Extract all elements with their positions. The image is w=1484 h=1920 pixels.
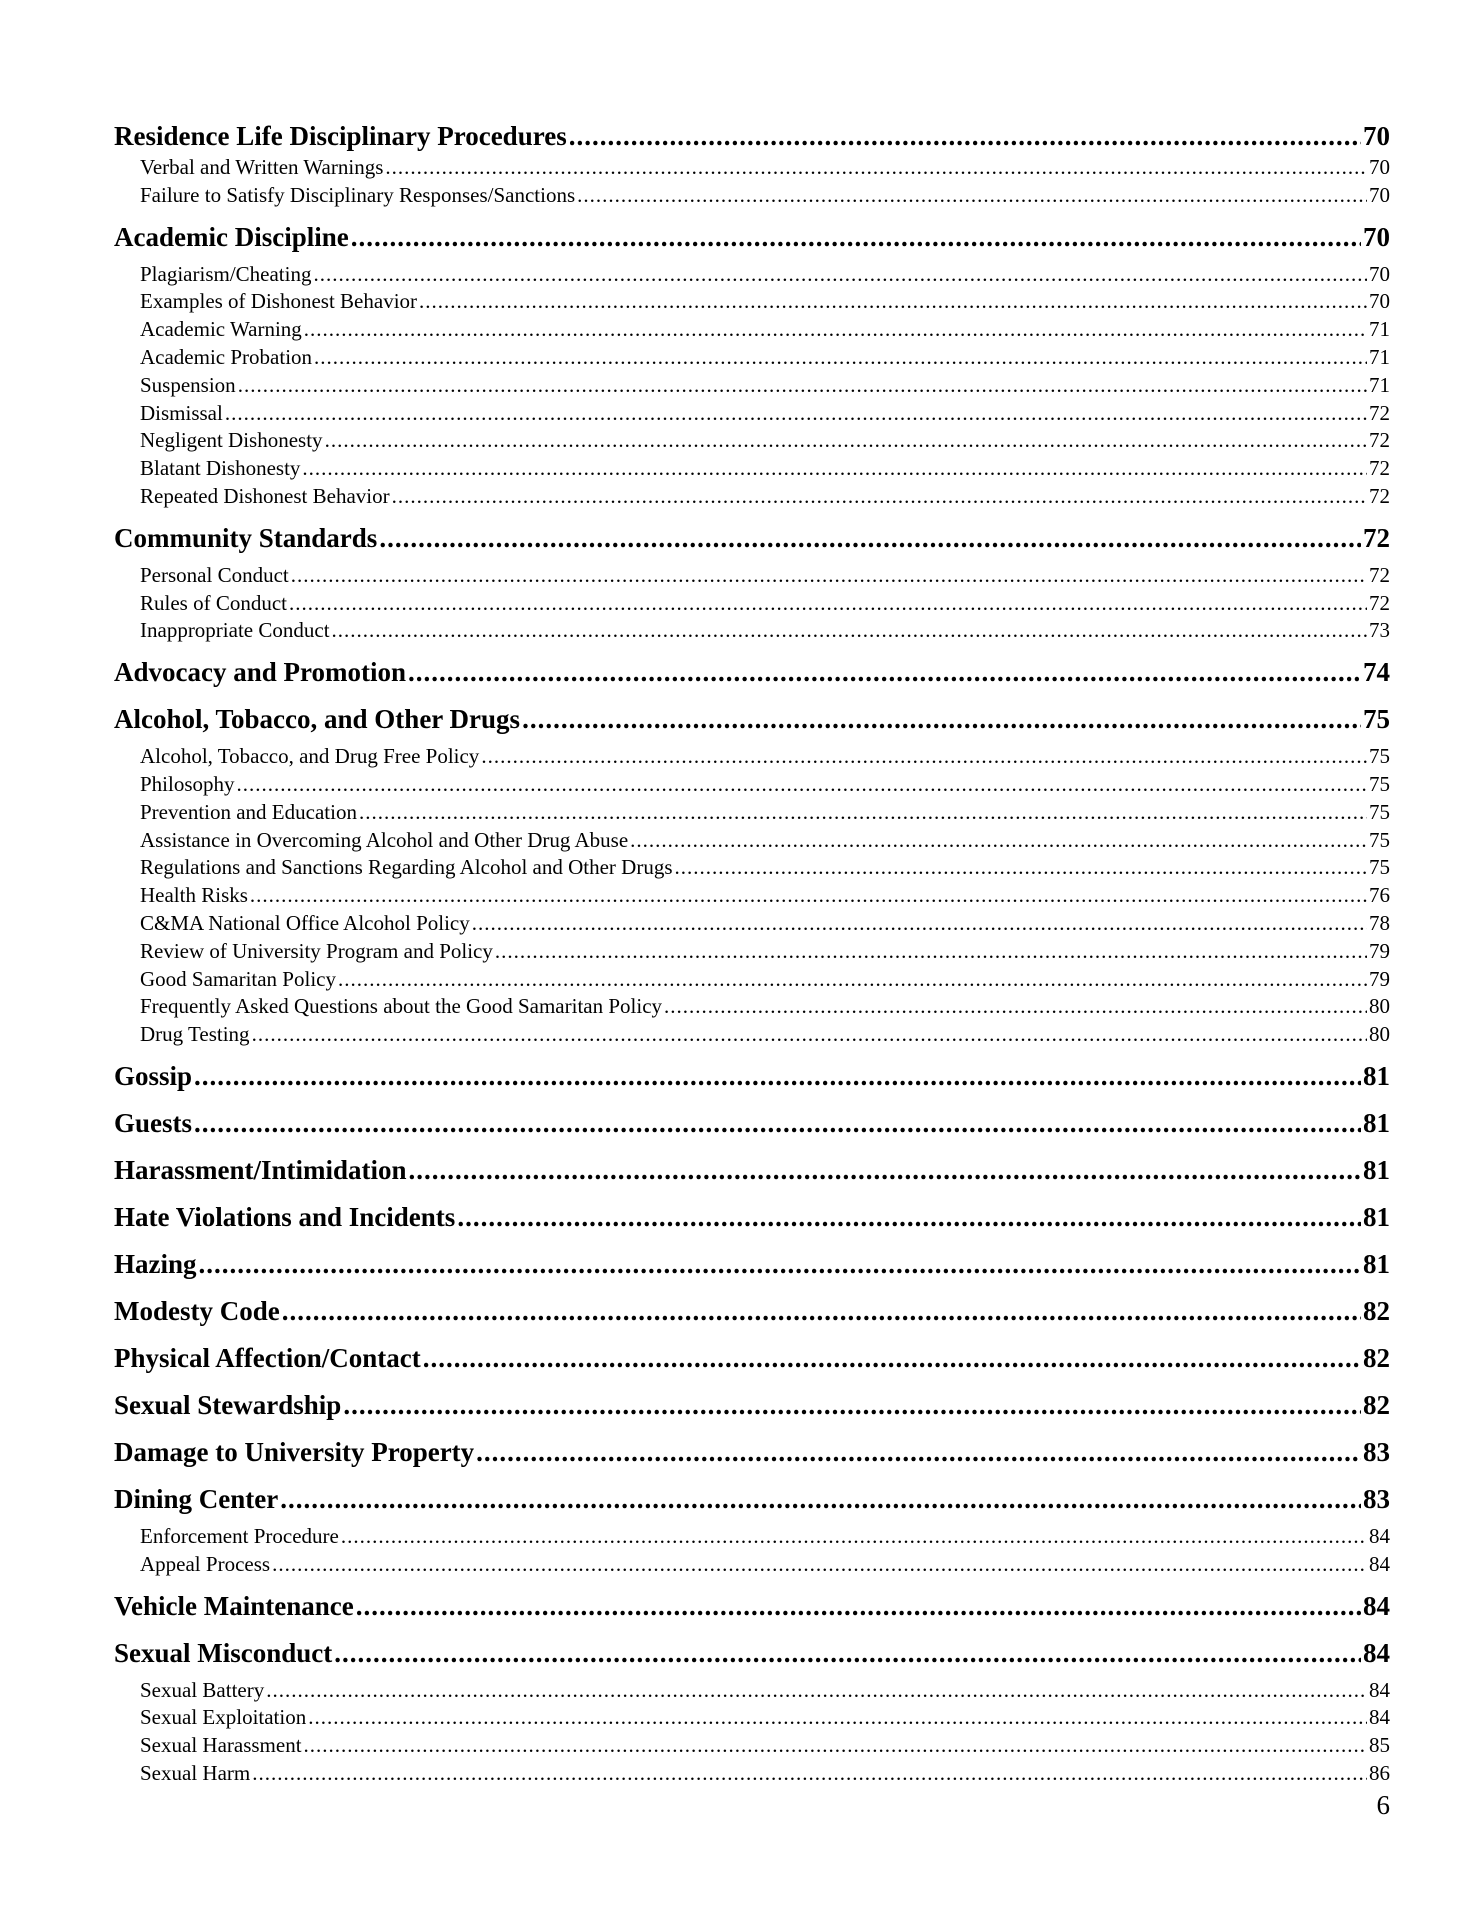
toc-subsection-entry[interactable]: [114, 1551, 1390, 1579]
toc-section-entry[interactable]: [114, 118, 1390, 154]
toc-section-entry[interactable]: [114, 1288, 1390, 1335]
toc-section-entry[interactable]: [114, 1382, 1390, 1429]
toc-section-page: 84: [1363, 1637, 1390, 1668]
toc-section-entry[interactable]: [114, 1630, 1390, 1677]
dot-leader: [379, 515, 1361, 562]
toc-subsection-entry[interactable]: [114, 827, 1390, 855]
toc-subsection-page: 71: [1369, 372, 1390, 397]
toc-section-page: 70: [1363, 121, 1390, 151]
toc-section-entry[interactable]: [114, 1194, 1390, 1241]
toc-subsection-entry[interactable]: [114, 993, 1390, 1021]
toc-subsection-entry[interactable]: [114, 455, 1390, 483]
toc-subsection-title: Repeated Dishonest Behavior: [140, 483, 390, 508]
toc-subsection-title: Blatant Dishonesty: [140, 456, 301, 481]
page-number: 6: [1376, 1790, 1390, 1820]
toc-subsection-entry[interactable]: [114, 288, 1390, 316]
toc-section-title: Physical Affection/Contact: [114, 1342, 421, 1373]
toc-subsection-entry[interactable]: [114, 400, 1390, 428]
toc-subsection-page: 84: [1369, 1523, 1390, 1548]
toc-section-title: Damage to University Property: [114, 1436, 475, 1467]
dot-leader: [266, 1677, 1367, 1705]
dot-leader: [252, 1760, 1367, 1788]
dot-leader: [338, 966, 1367, 994]
toc-subsection-page: 70: [1369, 182, 1390, 207]
toc-subsection-entry[interactable]: [114, 799, 1390, 827]
toc-subsection-title: Sexual Exploitation: [140, 1705, 307, 1730]
dot-leader: [325, 427, 1367, 455]
toc-subsection-entry[interactable]: [114, 1704, 1390, 1732]
toc-subsection-title: Dismissal: [140, 400, 223, 425]
toc-subsection-title: C&MA National Office Alcohol Policy: [140, 910, 470, 935]
dot-leader: [409, 1147, 1361, 1194]
dot-leader: [664, 993, 1367, 1021]
toc-section-title: Advocacy and Promotion: [114, 657, 407, 688]
toc-subsection-page: 72: [1369, 428, 1390, 453]
dot-leader: [343, 1382, 1361, 1429]
toc-subsection-page: 79: [1369, 966, 1390, 991]
toc-section-title: Modesty Code: [114, 1295, 280, 1326]
toc-subsection-entry[interactable]: [114, 562, 1390, 590]
toc-subsection-entry[interactable]: [114, 938, 1390, 966]
toc-subsection-entry[interactable]: [114, 1760, 1390, 1788]
table-of-contents: [114, 118, 1390, 1792]
dot-leader: [313, 261, 1367, 289]
dot-leader: [408, 649, 1361, 696]
toc-section-page: 72: [1363, 522, 1390, 553]
toc-subsection-entry[interactable]: [114, 1021, 1390, 1049]
toc-subsection-title: Prevention and Education: [140, 799, 357, 824]
toc-section-page: 81: [1363, 1107, 1390, 1138]
toc-section-entry[interactable]: [114, 515, 1390, 562]
toc-section-title: Residence Life Disciplinary Procedures: [114, 121, 567, 151]
dot-leader: [334, 1630, 1361, 1677]
toc-subsection-page: 80: [1369, 1022, 1390, 1047]
dot-leader: [351, 214, 1361, 261]
toc-subsection-entry[interactable]: [114, 154, 1390, 182]
dot-leader: [237, 771, 1367, 799]
toc-subsection-entry[interactable]: [114, 743, 1390, 771]
toc-subsection-entry[interactable]: [114, 427, 1390, 455]
toc-subsection-page: 72: [1369, 483, 1390, 508]
toc-subsection-title: Alcohol, Tobacco, and Drug Free Policy: [140, 744, 480, 769]
toc-subsection-page: 85: [1369, 1733, 1390, 1758]
toc-subsection-title: Negligent Dishonesty: [140, 428, 323, 453]
dot-leader: [675, 854, 1368, 882]
toc-subsection-page: 75: [1369, 744, 1390, 769]
dot-leader: [238, 372, 1367, 400]
dot-leader: [280, 1476, 1361, 1523]
toc-subsection-entry[interactable]: [114, 483, 1390, 511]
dot-leader: [341, 1523, 1367, 1551]
toc-subsection-title: Verbal and Written Warnings: [140, 155, 384, 179]
toc-subsection-page: 84: [1369, 1677, 1390, 1702]
dot-leader: [289, 590, 1367, 618]
toc-section-entry[interactable]: [114, 214, 1390, 261]
toc-subsection-page: 71: [1369, 317, 1390, 342]
dot-leader: [481, 743, 1367, 771]
toc-section-entry[interactable]: [114, 1583, 1390, 1630]
toc-subsection-entry[interactable]: [114, 617, 1390, 645]
toc-section-entry[interactable]: [114, 696, 1390, 743]
dot-leader: [225, 400, 1367, 428]
dot-leader: [476, 1429, 1361, 1476]
toc-subsection-page: 72: [1369, 590, 1390, 615]
dot-leader: [495, 938, 1367, 966]
toc-subsection-page: 72: [1369, 562, 1390, 587]
toc-subsection-entry[interactable]: [114, 316, 1390, 344]
toc-subsection-title: Philosophy: [140, 771, 235, 796]
toc-section-title: Sexual Stewardship: [114, 1389, 342, 1420]
toc-subsection-page: 75: [1369, 799, 1390, 824]
dot-leader: [194, 1053, 1361, 1100]
toc-subsection-page: 79: [1369, 938, 1390, 963]
toc-section-entry[interactable]: [114, 1241, 1390, 1288]
toc-section-entry[interactable]: [114, 1053, 1390, 1100]
toc-subsection-entry[interactable]: [114, 1732, 1390, 1760]
toc-subsection-page: 75: [1369, 827, 1390, 852]
toc-subsection-page: 70: [1369, 155, 1390, 179]
toc-section-title: Guests: [114, 1107, 193, 1138]
toc-subsection-entry[interactable]: [114, 261, 1390, 289]
toc-subsection-title: Drug Testing: [140, 1022, 250, 1047]
toc-subsection-title: Frequently Asked Questions about the Good Samaritan Policy: [140, 994, 663, 1019]
toc-section-title: Alcohol, Tobacco, and Other Drugs: [114, 704, 521, 735]
dot-leader: [385, 154, 1367, 182]
toc-subsection-title: Rules of Conduct: [140, 590, 287, 615]
toc-section-entry[interactable]: [114, 1147, 1390, 1194]
toc-subsection-entry[interactable]: [114, 966, 1390, 994]
toc-subsection-page: 71: [1369, 344, 1390, 369]
toc-section-entry[interactable]: [114, 1100, 1390, 1147]
dot-leader: [199, 1241, 1361, 1288]
toc-section-entry[interactable]: [114, 1476, 1390, 1523]
toc-section-entry[interactable]: [114, 1429, 1390, 1476]
dot-leader: [194, 1100, 1361, 1147]
toc-subsection-page: 76: [1369, 883, 1390, 908]
toc-subsection-page: 80: [1369, 994, 1390, 1019]
dot-leader: [308, 1704, 1367, 1732]
dot-leader: [302, 455, 1367, 483]
toc-section-page: 83: [1363, 1483, 1390, 1514]
dot-leader: [359, 799, 1367, 827]
toc-section-title: Academic Discipline: [114, 221, 349, 252]
toc-subsection-entry[interactable]: [114, 590, 1390, 618]
dot-leader: [304, 1732, 1367, 1760]
toc-subsection-entry[interactable]: [114, 182, 1390, 210]
toc-subsection-title: Plagiarism/Cheating: [140, 261, 312, 286]
toc-section-page: 81: [1363, 1201, 1390, 1232]
toc-subsection-title: Review of University Program and Policy: [140, 938, 493, 963]
toc-section-entry[interactable]: [114, 1335, 1390, 1382]
dot-leader: [577, 182, 1367, 210]
toc-section-title: Gossip: [114, 1060, 193, 1091]
toc-section-page: 81: [1363, 1060, 1390, 1091]
toc-subsection-entry[interactable]: [114, 344, 1390, 372]
dot-leader: [304, 316, 1367, 344]
toc-subsection-title: Examples of Dishonest Behavior: [140, 289, 418, 314]
toc-subsection-title: Assistance in Overcoming Alcohol and Other Drug Abuse: [140, 827, 629, 852]
dot-leader: [392, 483, 1367, 511]
toc-subsection-title: Inappropriate Conduct: [140, 618, 330, 643]
toc-subsection-entry[interactable]: [114, 1523, 1390, 1551]
toc-subsection-page: 70: [1369, 289, 1390, 314]
toc-section-title: Vehicle Maintenance: [114, 1590, 354, 1621]
toc-section-page: 82: [1363, 1342, 1390, 1373]
toc-subsection-entry[interactable]: [114, 910, 1390, 938]
toc-section-page: 74: [1363, 657, 1390, 688]
toc-section-title: Hate Violations and Incidents: [114, 1201, 456, 1232]
toc-section-entry[interactable]: [114, 649, 1390, 696]
toc-section-page: 82: [1363, 1389, 1390, 1420]
toc-subsection-page: 86: [1369, 1760, 1390, 1785]
dot-leader: [272, 1551, 1367, 1579]
toc-section-title: Hazing: [114, 1248, 197, 1279]
dot-leader: [356, 1583, 1361, 1630]
toc-section-page: 82: [1363, 1295, 1390, 1326]
toc-subsection-entry[interactable]: [114, 854, 1390, 882]
toc-subsection-title: Health Risks: [140, 883, 248, 908]
dot-leader: [314, 344, 1367, 372]
dot-leader: [569, 118, 1361, 154]
toc-subsection-title: Sexual Harm: [140, 1760, 251, 1785]
toc-subsection-title: Academic Warning: [140, 317, 302, 342]
dot-leader: [282, 1288, 1361, 1335]
dot-leader: [250, 882, 1367, 910]
dot-leader: [423, 1335, 1361, 1382]
dot-leader: [252, 1021, 1367, 1049]
toc-section-page: 81: [1363, 1248, 1390, 1279]
dot-leader: [472, 910, 1367, 938]
toc-section-title: Sexual Misconduct: [114, 1637, 333, 1668]
toc-subsection-title: Suspension: [140, 372, 236, 397]
dot-leader: [630, 827, 1367, 855]
toc-subsection-title: Appeal Process: [140, 1551, 271, 1576]
toc-subsection-entry[interactable]: [114, 882, 1390, 910]
toc-subsection-title: Academic Probation: [140, 344, 313, 369]
dot-leader: [419, 288, 1367, 316]
toc-subsection-title: Personal Conduct: [140, 562, 289, 587]
toc-section-page: 75: [1363, 704, 1390, 735]
toc-section-page: 84: [1363, 1590, 1390, 1621]
toc-subsection-title: Good Samaritan Policy: [140, 966, 336, 991]
toc-subsection-title: Sexual Harassment: [140, 1733, 302, 1758]
toc-subsection-page: 75: [1369, 771, 1390, 796]
dot-leader: [457, 1194, 1361, 1241]
dot-leader: [291, 562, 1367, 590]
toc-section-page: 81: [1363, 1154, 1390, 1185]
toc-subsection-page: 84: [1369, 1705, 1390, 1730]
toc-subsection-title: Enforcement Procedure: [140, 1523, 339, 1548]
toc-subsection-page: 75: [1369, 855, 1390, 880]
toc-subsection-entry[interactable]: [114, 1677, 1390, 1705]
toc-section-page: 70: [1363, 221, 1390, 252]
toc-section-title: Dining Center: [114, 1483, 279, 1514]
dot-leader: [332, 617, 1367, 645]
toc-subsection-page: 72: [1369, 456, 1390, 481]
toc-subsection-page: 73: [1369, 618, 1390, 643]
toc-subsection-page: 78: [1369, 910, 1390, 935]
toc-section-title: Harassment/Intimidation: [114, 1154, 407, 1185]
toc-subsection-title: Failure to Satisfy Disciplinary Responses/Sanctions: [140, 182, 576, 207]
toc-subsection-title: Sexual Battery: [140, 1677, 265, 1702]
dot-leader: [522, 696, 1361, 743]
toc-section-page: 83: [1363, 1436, 1390, 1467]
toc-section-title: Community Standards: [114, 522, 378, 553]
toc-subsection-entry[interactable]: [114, 372, 1390, 400]
toc-subsection-title: Regulations and Sanctions Regarding Alcohol and Other Drugs: [140, 855, 673, 880]
toc-subsection-page: 72: [1369, 400, 1390, 425]
toc-subsection-page: 70: [1369, 261, 1390, 286]
toc-subsection-page: 84: [1369, 1551, 1390, 1576]
toc-subsection-entry[interactable]: [114, 771, 1390, 799]
